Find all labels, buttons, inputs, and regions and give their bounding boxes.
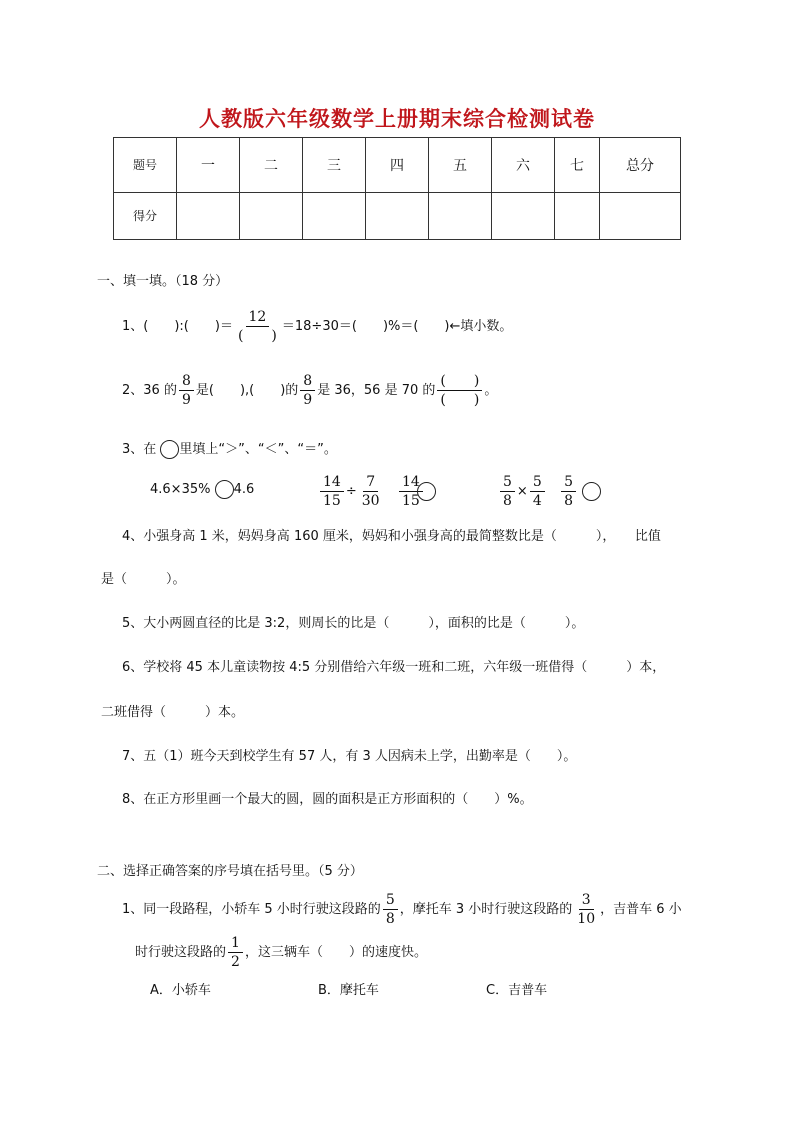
row-label: 得分 (114, 192, 177, 239)
question-7: 7、五（1）班今天到校学生有 57 人，有 3 人因病未上学，出勤率是（ ）。 (122, 749, 577, 764)
score-cell[interactable] (240, 192, 303, 239)
page-title: 人教版六年级数学上册期末综合检测试卷 (199, 106, 595, 131)
header-cell: 七 (555, 138, 600, 193)
score-cell[interactable] (600, 192, 681, 239)
header-cell: 四 (366, 138, 429, 193)
circle-blank-icon (160, 440, 179, 459)
score-table (113, 137, 681, 240)
section1-heading: 一、填一填。（18 分） (97, 274, 229, 289)
question-4-cont: 是（ ）。 (101, 572, 186, 587)
compare-item-1: 4.6×35% 4.6 (150, 482, 255, 497)
score-cell[interactable] (492, 192, 555, 239)
option-c[interactable]: C．吉普车 (486, 983, 548, 998)
header-cell: 总分 (600, 138, 681, 193)
option-b[interactable]: B．摩托车 (318, 983, 379, 998)
header-cell: 二 (240, 138, 303, 193)
question-3: 3、在 里填上“＞”、“＜”、“＝”。 (122, 442, 337, 457)
question-6: 6、学校将 45 本儿童读物按 4:5 分别借给六年级一班和二班，六年级一班借得（ ）本， (122, 660, 666, 675)
fraction: $\frac{8}{9}$ (179, 372, 194, 409)
compare-item-2: $\frac{14}{15}$ ÷ $\frac{7}{30}$ $\frac{14}{15}$ (318, 473, 436, 510)
score-cell[interactable] (303, 192, 366, 239)
compare-item-3: $\frac{5}{8}$ × $\frac{5}{4}$ $\frac{5}{8}$ (498, 473, 601, 510)
score-table-score-row (114, 192, 681, 239)
section2-heading: 二、选择正确答案的序号填在括号里。（5 分） (97, 864, 363, 879)
question-2: 2、36 的 $\frac{8}{9}$ 是( ),( )的 $\frac{8}{9}$ 是 36，56 是 70 的 $\frac{( )}{( )}$ 。 (122, 373, 498, 408)
score-cell[interactable] (177, 192, 240, 239)
question-1 (122, 308, 512, 345)
header-cell: 三 (303, 138, 366, 193)
header-cell: 六 (492, 138, 555, 193)
fraction: $\frac{( )}{( )}$ (437, 372, 482, 409)
fraction: $\frac{12}{( )}$ (237, 309, 277, 344)
question-6-cont: 二班借得（ ）本。 (101, 705, 245, 720)
score-cell[interactable] (555, 192, 600, 239)
question-5: 5、大小两圆直径的比是 3:2，则周长的比是（ ），面积的比是（ ）。 (122, 616, 585, 631)
score-table-header-row (114, 138, 681, 193)
compare-circle[interactable] (582, 482, 601, 501)
score-cell[interactable] (429, 192, 492, 239)
question-text: 1、( ):( )＝ (122, 319, 233, 334)
compare-circle[interactable] (215, 480, 234, 499)
header-cell: 五 (429, 138, 492, 193)
s2-question-1: 1、同一段路程，小轿车 5 小时行驶这段路的 $\frac{5}{8}$ ，摩托车 3 小时行驶这段路的 $\frac{3}{10}$ ，吉普车 6 小 (122, 892, 682, 927)
s2-question-1-cont: 时行驶这段路的 $\frac{1}{2}$ ，这三辆车（ ）的速度快。 (135, 935, 427, 970)
header-cell: 题号 (114, 138, 177, 193)
fraction: $\frac{8}{9}$ (300, 372, 315, 409)
score-cell[interactable] (366, 192, 429, 239)
question-4: 4、小强身高 1 米，妈妈身高 160 厘米，妈妈和小强身高的最简整数比是（ ）， 比值 (122, 529, 661, 544)
header-cell: 一 (177, 138, 240, 193)
question-8: 8、在正方形里画一个最大的圆，圆的面积是正方形面积的（ ）%。 (122, 792, 533, 807)
question-text: ＝18÷30＝( )%＝( )←填小数。 (281, 319, 513, 334)
option-a[interactable]: A．小轿车 (150, 983, 211, 998)
compare-circle[interactable] (417, 482, 436, 501)
